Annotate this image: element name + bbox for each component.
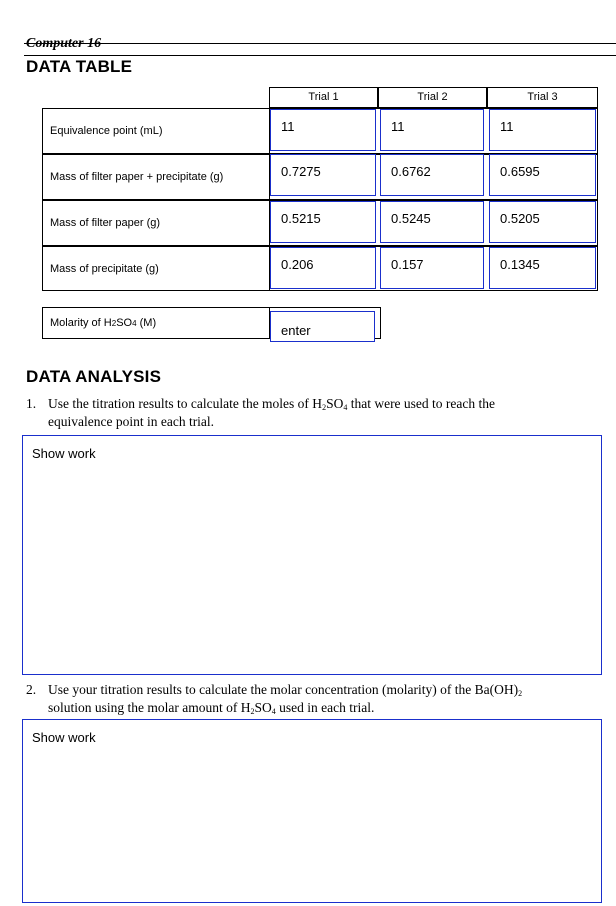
row-label-mass-precipitate: Mass of precipitate (g) bbox=[42, 246, 270, 291]
question-1-number: 1. bbox=[26, 396, 37, 411]
trial-1-equivalence-input[interactable]: 11 bbox=[270, 109, 376, 151]
question-2-work-box[interactable] bbox=[22, 719, 602, 903]
header-rule-bottom bbox=[24, 55, 616, 56]
question-1-text: Use the titration results to calculate the moles of $H_2SO_4$ that were used to reach the equivalence point in each trial. bbox=[48, 396, 496, 429]
question-1-work-box[interactable] bbox=[22, 435, 602, 675]
question-2-number: 2. bbox=[26, 682, 37, 697]
trial-1-mass-paper-precipitate-input[interactable]: 0.7275 bbox=[270, 154, 376, 196]
data-table-heading: DATA TABLE bbox=[26, 57, 133, 76]
trial-3-mass-filter-paper-input[interactable]: 0.5205 bbox=[489, 201, 596, 243]
col-header-trial-3: Trial 3 bbox=[487, 87, 598, 108]
molarity-label: Molarity of H 2 SO 4 (M) bbox=[42, 307, 270, 339]
trial-3-mass-precipitate-input[interactable]: 0.1345 bbox=[489, 247, 596, 289]
trial-2-mass-paper-precipitate-input[interactable]: 0.6762 bbox=[380, 154, 484, 196]
question-2-text: Use your titration results to calculate the molar concentration (molarity) of the $Ba(OH)_2$ solution using the molar amount of $H_2SO_4$ used in each trial. bbox=[48, 682, 523, 716]
trial-2-equivalence-input[interactable]: 11 bbox=[380, 109, 484, 151]
page-header-title: Computer 16 bbox=[26, 36, 102, 51]
trial-2-mass-precipitate-input[interactable]: 0.157 bbox=[380, 247, 484, 289]
row-label-mass-paper-precipitate: Mass of filter paper + precipitate (g) bbox=[42, 154, 270, 200]
trial-3-mass-paper-precipitate-input[interactable]: 0.6595 bbox=[489, 154, 596, 196]
row-label-mass-filter-paper: Mass of filter paper (g) bbox=[42, 200, 270, 246]
header-rule-top bbox=[24, 43, 616, 44]
question-2-work-label: Show work bbox=[32, 730, 96, 745]
trial-2-mass-filter-paper-input[interactable]: 0.5245 bbox=[380, 201, 484, 243]
trial-1-mass-precipitate-input[interactable]: 0.206 bbox=[270, 247, 376, 289]
col-header-trial-1: Trial 1 bbox=[269, 87, 378, 108]
col-header-trial-2: Trial 2 bbox=[378, 87, 487, 108]
row-label-equivalence-point: Equivalence point (mL) bbox=[42, 108, 270, 154]
question-1-work-label: Show work bbox=[32, 446, 96, 461]
data-analysis-heading: DATA ANALYSIS bbox=[26, 367, 162, 386]
molarity-input[interactable]: enter bbox=[270, 311, 375, 342]
trial-3-equivalence-input[interactable]: 11 bbox=[489, 109, 596, 151]
trial-1-mass-filter-paper-input[interactable]: 0.5215 bbox=[270, 201, 376, 243]
